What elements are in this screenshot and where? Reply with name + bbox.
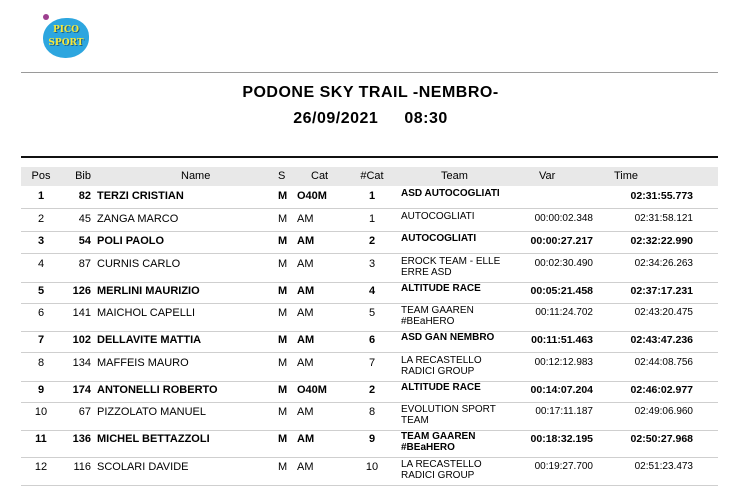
cell-pos: 2 xyxy=(37,213,45,225)
cell-pos: 7 xyxy=(37,334,45,346)
cell-cat-rank: 6 xyxy=(368,334,376,346)
cell-name: MAICHOL CAPELLI xyxy=(97,307,196,319)
cell-cat: O40M xyxy=(297,384,327,396)
cell-cat: AM xyxy=(297,357,314,369)
cell-cat-rank: 7 xyxy=(368,357,376,369)
cell-cat: AM xyxy=(297,285,315,297)
cell-var: 00:19:27.700 xyxy=(534,461,593,472)
cell-team: ASD AUTOCOGLIATI xyxy=(401,188,500,199)
cell-time: 02:46:02.977 xyxy=(630,384,693,396)
cell-bib: 136 xyxy=(72,433,91,445)
cell-team: TEAM GAAREN #BEaHERO xyxy=(401,431,476,453)
col-header-cat-rank: #Cat xyxy=(360,170,384,182)
cell-name: MAFFEIS MAURO xyxy=(97,357,189,369)
cell-cat: AM xyxy=(297,213,314,225)
pico-sport-logo xyxy=(40,14,92,60)
cell-bib: 126 xyxy=(72,285,91,297)
cell-bib: 116 xyxy=(73,461,91,473)
top-divider xyxy=(21,72,718,73)
cell-pos: 11 xyxy=(35,433,47,445)
cell-sex: M xyxy=(278,213,288,225)
cell-cat: AM xyxy=(297,433,315,445)
cell-cat: AM xyxy=(297,406,314,418)
cell-time: 02:31:58.121 xyxy=(634,213,693,224)
cell-time: 02:31:55.773 xyxy=(630,190,693,202)
row-divider xyxy=(21,208,718,209)
cell-pos: 5 xyxy=(37,285,45,297)
cell-pos: 9 xyxy=(37,384,45,396)
event-datetime xyxy=(0,110,741,128)
cell-team: LA RECASTELLO RADICI GROUP xyxy=(401,459,482,481)
cell-var: 00:02:30.490 xyxy=(534,258,593,269)
col-header-pos: Pos xyxy=(31,170,51,182)
cell-bib: 54 xyxy=(78,235,91,247)
cell-cat-rank: 1 xyxy=(368,213,376,225)
page-title: PODONE SKY TRAIL -NEMBRO- xyxy=(242,84,499,101)
cell-var: 00:12:12.983 xyxy=(534,357,593,368)
cell-cat-rank: 2 xyxy=(368,235,376,247)
cell-name: SCOLARI DAVIDE xyxy=(97,461,189,473)
results-table-header xyxy=(21,167,718,186)
cell-team: AUTOCOGLIATI xyxy=(401,233,477,244)
cell-time: 02:43:20.475 xyxy=(634,307,693,318)
cell-team: ALTITUDE RACE xyxy=(401,283,481,294)
cell-name: POLI PAOLO xyxy=(97,235,165,247)
cell-var: 00:18:32.195 xyxy=(530,433,593,445)
cell-sex: M xyxy=(278,357,288,369)
cell-bib: 174 xyxy=(72,384,91,396)
cell-cat: AM xyxy=(297,461,314,473)
cell-bib: 45 xyxy=(78,213,91,225)
cell-name: ANTONELLI ROBERTO xyxy=(97,384,218,396)
cell-sex: M xyxy=(278,334,288,346)
cell-time: 02:49:06.960 xyxy=(634,406,693,417)
cell-time: 02:34:26.263 xyxy=(634,258,693,269)
cell-var: 00:00:02.348 xyxy=(534,213,593,224)
cell-pos: 4 xyxy=(37,258,45,270)
cell-pos: 10 xyxy=(34,406,48,418)
cell-cat-rank: 8 xyxy=(368,406,376,418)
cell-bib: 102 xyxy=(72,334,91,346)
cell-team: LA RECASTELLO RADICI GROUP xyxy=(401,355,482,377)
cell-team: AUTOCOGLIATI xyxy=(401,211,475,222)
cell-bib: 141 xyxy=(72,307,91,319)
cell-cat: AM xyxy=(297,258,314,270)
col-header-name: Name xyxy=(181,170,211,182)
cell-var: 00:00:27.217 xyxy=(530,235,593,247)
cell-cat-rank: 1 xyxy=(368,190,376,202)
cell-name: PIZZOLATO MANUEL xyxy=(97,406,207,418)
header-divider xyxy=(21,156,718,158)
col-header-var: Var xyxy=(539,170,556,182)
cell-team: ALTITUDE RACE xyxy=(401,382,481,393)
col-header-time: Time xyxy=(614,170,639,182)
cell-cat: AM xyxy=(297,235,315,247)
cell-cat-rank: 10 xyxy=(365,461,379,473)
cell-bib: 82 xyxy=(78,190,91,202)
row-divider xyxy=(21,231,718,232)
cell-name: MICHEL BETTAZZOLI xyxy=(97,433,210,445)
cell-sex: M xyxy=(278,384,288,396)
cell-name: ZANGA MARCO xyxy=(97,213,179,225)
cell-sex: M xyxy=(278,307,288,319)
cell-sex: M xyxy=(278,190,288,202)
cell-name: TERZI CRISTIAN xyxy=(97,190,184,202)
cell-time: 02:37:17.231 xyxy=(630,285,693,297)
col-header-cat: Cat xyxy=(311,170,329,182)
cell-sex: M xyxy=(278,406,288,418)
cell-team: EROCK TEAM - ELLE ERRE ASD xyxy=(401,256,501,278)
cell-pos: 6 xyxy=(37,307,45,319)
cell-var: 00:11:24.702 xyxy=(535,307,593,318)
row-divider xyxy=(21,381,718,382)
cell-team: TEAM GAAREN #BEaHERO xyxy=(401,305,474,327)
row-divider xyxy=(21,253,718,254)
logo-text-line2: SPORT xyxy=(48,38,84,48)
logo-dot xyxy=(43,14,49,20)
cell-time: 02:44:08.756 xyxy=(634,357,693,368)
cell-cat-rank: 2 xyxy=(368,384,376,396)
cell-time: 02:32:22.990 xyxy=(630,235,693,247)
cell-cat-rank: 9 xyxy=(368,433,376,445)
cell-cat: AM xyxy=(297,334,315,346)
cell-pos: 8 xyxy=(37,357,45,369)
cell-var: 00:11:51.463 xyxy=(531,334,593,346)
cell-var: 00:14:07.204 xyxy=(530,384,593,396)
cell-time: 02:50:27.968 xyxy=(630,433,693,445)
cell-name: DELLAVITE MATTIA xyxy=(97,334,202,346)
cell-cat-rank: 3 xyxy=(368,258,376,270)
col-header-bib: Bib xyxy=(75,170,91,182)
cell-cat: AM xyxy=(297,307,314,319)
event-time: 08:30 xyxy=(404,110,448,127)
cell-cat-rank: 4 xyxy=(368,285,376,297)
row-divider xyxy=(21,331,718,332)
event-date: 26/09/2021 xyxy=(293,110,379,127)
row-divider xyxy=(21,282,718,283)
cell-team: ASD GAN NEMBRO xyxy=(401,332,495,343)
row-divider xyxy=(21,303,718,304)
cell-sex: M xyxy=(278,235,288,247)
logo-text-line1: PICO xyxy=(53,25,79,35)
cell-cat: O40M xyxy=(297,190,327,202)
row-divider xyxy=(21,402,718,403)
cell-pos: 1 xyxy=(37,190,45,202)
cell-pos: 3 xyxy=(37,235,45,247)
cell-name: MERLINI MAURIZIO xyxy=(97,285,200,297)
row-divider xyxy=(21,457,718,458)
cell-team: EVOLUTION SPORT TEAM xyxy=(401,404,496,426)
cell-var: 00:17:11.187 xyxy=(535,406,593,417)
cell-bib: 67 xyxy=(78,406,91,418)
col-header-sex: S xyxy=(278,170,286,182)
row-divider xyxy=(21,352,718,353)
cell-sex: M xyxy=(278,285,288,297)
cell-bib: 87 xyxy=(78,258,91,270)
cell-bib: 134 xyxy=(72,357,91,369)
cell-cat-rank: 5 xyxy=(368,307,376,319)
cell-pos: 12 xyxy=(34,461,48,473)
col-header-team: Team xyxy=(441,170,468,182)
cell-var: 00:05:21.458 xyxy=(530,285,593,297)
cell-time: 02:51:23.473 xyxy=(634,461,693,472)
cell-sex: M xyxy=(278,433,288,445)
cell-time: 02:43:47.236 xyxy=(630,334,693,346)
cell-sex: M xyxy=(278,461,288,473)
cell-name: CURNIS CARLO xyxy=(97,258,181,270)
row-divider xyxy=(21,430,718,431)
cell-sex: M xyxy=(278,258,288,270)
